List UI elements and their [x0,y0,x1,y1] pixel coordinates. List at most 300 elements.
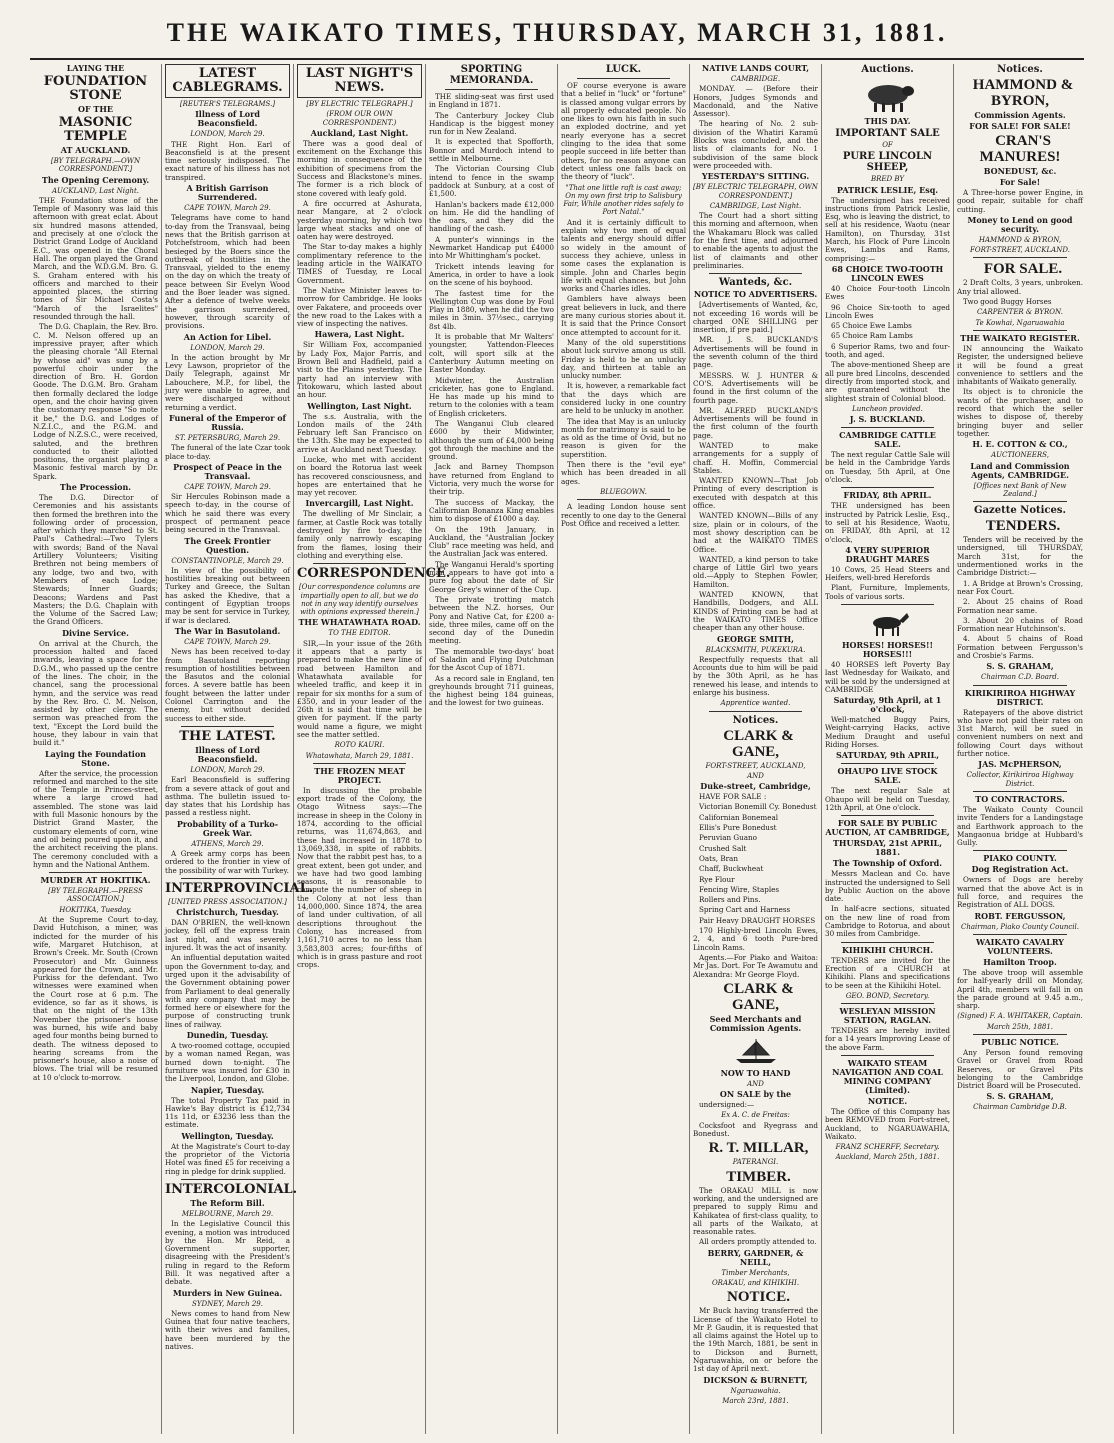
subheading: YESTERDAY'S SITTING. [701,171,810,182]
divider [841,604,934,605]
classified-ad: MESSRS. W. J. HUNTER & CO'S. Advertisements will be found in the first column of the fourth page. [693,370,818,405]
paragraph: News comes to hand from New Guinea that four native teachers, with their wives and families, have been murdered by the natives. [165,1308,290,1352]
paragraph: IN announcing the Waikato Register, the undersigned believe it will be found a great convenience to settlers and the inhabitants of Waikato generally. [957,343,1083,387]
ad-address: PATERANGI. [732,1158,779,1167]
subheading: NOTICE TO ADVERTISERS. [693,289,818,300]
divider [709,711,802,712]
paragraph: THE Foundation stone of the Temple of Masonry was laid this afternoon with great eclat. About six hundred masons attended, and precisely at one o'clock the District Grand Lodge of Auckland E.C., was opened in the Choral Hall. The organ played the Grand March, and the W.D.G.M. Bro. G. S. Graham entered with his officers and marched to their appointed places, the stirring tones of Sir Michael Costa's "March of the Israelites" resounded through the hall. [33,195,158,322]
paragraph: The next regular Sale at Ohaupo will be held on Tuesday, 12th April, at One o'clock. [825,786,950,812]
byline: [BY ELECTRIC TELEGRAPH.] [306,100,413,108]
divider [313,563,406,564]
section-headline: LAST NIGHT'S NEWS. [297,64,422,98]
paragraph: A Three-horse power Engine, in good repair, suitable for chaff cutting. [957,188,1083,214]
paragraph: THE Right Hon. Earl of Beaconsfield is at the present time seriously indisposed. The exact nature of his illness has not transpired. [165,139,290,182]
paragraph: The memorable two-days' boat of Saladin and Flying Dutchman for the Ascot Cup of 1871. [429,646,554,673]
list-item: Victorian Bonemill Cy. Bonedust [699,802,817,812]
list-item: Rollers and Pins. [699,895,761,905]
article-headline: THE FROZEN MEAT PROJECT. [314,765,405,785]
paragraph: The Court had a short sitting this morning and afternoon, when the Whakamaru Block was called for the first time, and adjourned to enable the agents to adjust the list of claimants and other preliminaries. [693,211,818,270]
classified-ad: WANTED KNOWN, that Handbills, Dodgers, and ALL KINDS of Printing can be had at the WAIKATO TIMES Office cheaper than any other house. [693,590,818,633]
ad-date: Auckland, March 25th, 1881. [835,1153,940,1162]
paragraph: News has been received to-day from Basutoland reporting resumption of hostilities between the Basutos and the colonial forces. A severe battle has been fought between the latter under Colonel Carrington and the enemy, but without decided success to either side. [165,647,290,723]
paragraph: The Native Minister leaves to-morrow for Cambridge. He looks over Fakatere, and proceeds over the new road to the Lakes with a view of inspecting the natives. [297,285,422,329]
subheading: Probability of a Turko-Greek War. [176,818,279,838]
ad-headline: R. T. MILLAR, [708,1140,809,1157]
ad-subheadline: BONEDUST, &c. [983,166,1057,176]
byline: [BY TELEGRAPH.—PRESS ASSOCIATION.] [48,887,143,904]
ad-headline: FOR SALE! FOR SALE! [969,121,1071,131]
classified-ad: MR. J. S. BUCKLAND'S Advertisements will be found in the seventh column of the third page. [693,335,818,370]
divider [841,763,934,764]
ad-name: S. S. GRAHAM, [986,661,1054,672]
sailing-ship-icon [731,1037,781,1065]
paragraph: In discussing the probable export trade of the Colony, the Otago Witness says:—The increase in sheep in the Colony in 1874, according to the official returns, was 11,674,863, and these had increased in 1878 to 13,069,338, in spite of rabbits. Now that the rabbit pest has, to a great extent, been got under, and we have had two good lambing seasons, it is reasonable to compute the number of sheep in the Colony at not less than 14,000,000. Since 1874, the area of land under cultivation, of all descriptions throughout the Colony, has increased from 1,161,710 acres to no less than 3,583,803 acres; four-fifths of which is in grass pasture and root crops. [297,785,422,970]
ad-item: 68 CHOICE TWO-TOOTH LINCOLN EWES [831,263,944,283]
masthead-rule [30,58,1084,60]
subheading: A British Garrison Surrendered. [186,183,269,203]
section-headline: Wanteds, &c. [718,277,793,289]
signature: ROTO KAURI. [334,741,385,750]
paragraph: THE sliding-seat was first used in England in 1871. [429,92,554,110]
paragraph: As a record sale in England, ten greyhounds brought 711 guineas, the highest being 184 guineas, and the lowest for two guineas. [429,673,554,708]
subheading: Invercargill, Last Night. [305,498,414,509]
list-item: 2. About 25 chains of Road Formation near same. [957,597,1083,615]
subheading: The Greek Frontier Question. [184,535,271,555]
ad-headline: WESLEYAN MISSION STATION, RAGLAN. [839,1006,936,1026]
ad-subheadline: Money to Lend on good security. [967,214,1073,234]
ad-name: BERRY, GARDNER, & NEILL, [707,1247,804,1267]
ad-trade: BLACKSMITH, PUKEKURA. [705,645,806,654]
paragraph: Messrs Maclean and Co. have instructed the undersigned to Sell by Public Auction on the above date. [825,869,950,904]
divider [577,78,670,79]
ad-note: Luncheon provided. [852,404,923,413]
dateline: CAMBRIDGE, Last Night. [709,201,802,210]
subheading: Divine Service. [62,627,129,638]
paragraph: Midwinter, the Australian cricketer, has gone to England. He has made up his mind to return to the colonies with a team of English cricketers. [429,375,554,418]
dateline: HOKITIKA, Tuesday. [59,905,132,914]
divider [973,330,1067,331]
ad-text: Cocksfoot and Ryegrass and Bonedust. [693,1120,818,1139]
ad-text: Pair Heavy DRAUGHT HORSES [699,915,816,925]
divider [973,1034,1067,1035]
auctioneer-name: J. S. BUCKLAND. [849,414,926,425]
paragraph: TENDERS are hereby invited for a 14 years Improving Lease of the above Farm. [825,1026,950,1052]
salutation: TO THE EDITOR. [328,629,391,638]
editor-note: [Our correspondence columns are impartially open to all, but we do not in any way identify ourselves with opinions expressed therein.] [298,583,421,617]
divider [841,815,934,816]
paragraph: The undersigned has received instructions from Patrick Leslie, Esq, who is leaving the district, to sell at his residence, Waotu (near Hamilton), on Thursday, 31st March, his Flock of Pure Lincoln Ewes, Lambs and Rams, comprising:— [825,195,950,263]
paragraph: The idea that May is an unlucky month for matrimony is said to be as old as the time of Ovid, but no reason is given for the superstition. [561,416,686,459]
ad-text: ON SALE by the [719,1089,792,1100]
divider [973,850,1067,851]
paragraph: The total Property Tax paid in Hawke's Bay district is £12,734 11s 11d, or £3236 less than the estimate. [165,1095,290,1130]
list-item: Rye Flour [699,874,735,884]
dateline: ATHENS, March 29. [191,839,264,848]
ad-headline: IMPORTANT SALE [835,128,940,139]
dateline: CAPE TOWN, March 29. [184,204,271,213]
divider [973,257,1067,258]
paragraph: OF course everyone is aware that a belief in "luck" or "fortune" is classed among vulgar errors by all properly educated people. No one likes to own his faith in such an exploded doctrine, and yet nearly everyone has a secret clinging to the idea that some people succeed in life better than others, for no reason anyone can detect unless one falls back on the theory of "luck". [561,81,686,182]
subheading: Christchurch, Tuesday. [176,907,279,918]
dateline: CAPE TOWN, March 29. [184,637,271,646]
ad-subheadline: Seed Merchants and Commission Agents. [709,1013,802,1033]
ad-headline: FOR SALE BY PUBLIC AUCTION, AT CAMBRIDGE, [825,818,950,838]
paragraph: Hanlan's backers made £12,000 on him. He did the handling of the oars, and they did the handling of the cash. [429,199,554,234]
paragraph: Any Person found removing Gravel or Gravel from Road Reserves, or Gravel Pits belonging to the Cambridge District Board will be Prosecuted. [957,1048,1083,1091]
column-5 [558,64,690,1434]
ad-address: Te Kowhai, Ngaruawahia [975,318,1065,327]
ad-text: OF [882,141,893,149]
paragraph: 2 Draft Colts, 3 years, unbroken. Any trial allowed. [957,278,1083,296]
paragraph: Its object is to chronicle the wants of the purchaser, and to record that which the seller wishes to dispose of, thereby bringing buyer and seller together. [957,387,1083,438]
paragraph: THE undersigned has been instructed by Patrick Leslie, Esq., to sell at his Residence, Waotu, on FRIDAY, 8th April, at 12 o'clock, [825,501,950,544]
signature: BLUEGOWN. [600,487,647,496]
divider [181,878,274,879]
paragraph: The Wanganui Club cleared £600 by their Midwinter, although the sum of £4,000 being got through the machine and the ground. [429,418,554,462]
paragraph: The ORAKAU MILL is now working, and the undersigned are prepared to supply Rimu and Kahikatea of first-class quality, to all parts of the Waikato, at reasonable rates. [693,1185,818,1237]
ad-item: 6 Superior Rams, two and four-tooth, and aged. [825,341,950,360]
paragraph: It is expected that Spofforth, Bonnor and Murdoch intend to settle in Melbourne. [429,137,554,164]
paragraph: An influential deputation waited upon the Government to-day, and urged upon it the advisability of the Government obtaining power from Parliament to deal generally with any company that may be formed here or elsewhere for the purpose of constructing trunk lines of railway. [165,953,290,1029]
article-headline: MURDER AT HOKITIKA. [40,875,151,886]
article-kicker: AT AUCKLAND. [60,145,131,155]
paragraph: In the Legislative Council this evening, a motion was introduced by the Hon. Mr Reid, a Government supporter, disagreeing with the President's ruling in regard to the Reform Bill. It was negatived after a debate. [165,1219,290,1287]
section-subheadline: CAMBRIDGE. [730,75,781,83]
divider [841,942,934,943]
ad-title: Chairman, Piako County Council. [961,922,1079,931]
ad-headline: KIHIKIHI CHURCH. [841,944,934,955]
ad-name: CARPENTER & BYRON. [977,308,1063,317]
paragraph: Respectfully requests that all Accounts due to him will be paid by the 30th April, as he has renewed his lease, and intends to enlarge his business. [693,654,818,697]
masthead-title: THE WAIKATO TIMES, THURSDAY, MARCH 31, 1881. [166,18,948,47]
list-item: 1. A Bridge at Brown's Crossing, near Fox Court. [957,578,1083,596]
ad-name: DICKSON & BURNETT, [703,1374,808,1385]
byline: [REUTER'S TELEGRAMS.] [179,100,276,108]
paragraph: 40 HORSES left Poverty Bay last Wednesday for Waikato, and will be sold by the undersigned at CAMBRIDGE [825,659,950,694]
horse-icon [863,609,913,637]
ad-trade: Timber Merchants, [721,1268,790,1277]
ad-text: Ex A. C. de Freitas: [721,1111,790,1120]
paragraph: Then there is the "evil eye" which has been dreaded in all ages. [561,460,686,486]
paragraph: [Advertisements of Wanted, &c, not exceeding 16 words will be charged ONE SHILLING per insertion, if pre paid.] [693,300,818,335]
subheading: Dunedin, Tuesday. [186,1030,269,1041]
paragraph: A two-roomed cottage, occupied by a woman named Regan, was burned down to-night. The furniture was insured for £30 in the Liverpool, London, and Globe. [165,1041,290,1084]
paragraph: The dwelling of Mr Sinclair, a farmer, at Castle Rock was totally destroyed by fire to-day, the family only narrowly escaping from the flames, losing their clothing and everything else. [297,509,422,560]
ad-title: Collector, Kirikiriroa Highway District. [966,771,1074,788]
paragraph: On the 19th January, in Auckland, the "Australian Jockey Club" race meeting was held, and the Australian Jack was entered. [429,524,554,559]
paragraph: A fire occurred at Ashurata, near Mangare, at 2 o'clock yesterday morning, by which two large wheat stacks and one of oaten hay were destroyed. [297,198,422,242]
ad-date: March 25th, 1881. [986,1022,1054,1031]
paragraph: The hearing of No. 2 sub-division of the Whatiri Karamū Blocks was concluded, and the lists of claimants for No. 1 subdivision of the same block were proceeded with. [693,119,818,170]
ad-address: Ngaruawahia. [730,1386,781,1395]
column-7 [822,64,954,1434]
ad-headline: TIMBER. [726,1168,791,1185]
paragraph: MONDAY. — (Before their Honors, Judges Symonds and Macdonald, and the Native Assessor). [693,84,818,119]
dateline: CAPE TOWN, March 29. [184,482,271,491]
paragraph: A Greek army corps has been ordered to the frontier in view of the possibility of war with Turkey. [165,849,290,875]
ad-headline: KIRIKIRIROA HIGHWAY DISTRICT. [964,687,1076,707]
subheading: THE WHATAWHATA ROAD. [298,617,421,628]
paragraph: In view of the possibility of hostilities breaking out between Turkey and Greece, the Sultan has asked the Khedive, that a contingent of Egyptian troops may be sent for service in Turkey, if war is declared. [165,565,290,625]
ad-name: ROBT. FERGUSSON, [974,910,1066,921]
subheading: Napier, Tuesday. [190,1084,265,1095]
section-headline: Notices. [732,714,779,726]
list-item: Peruvian Guano [699,833,758,843]
paragraph: The Waikato County Council invite Tenders for a Landingstage and Earthwork approach to the Mangaonua bridge at Hubbard's Gully. [957,804,1083,848]
paragraph: The success of Mackay, the Californian Bonanza King enables him to dispose of £1000 a day. [429,497,554,524]
classified-ad: WANTED to make arrangements for a supply of chaff. H. Moffin, Commercial Stables. [693,440,818,475]
ad-headline: CAMBRIDGE CATTLE SALE. [839,430,936,450]
paragraph: TENDERS are invited for the Erection of a CHURCH at Kihikihi. Plans and specifications to be seen at the Kihikihi Hotel. [825,955,950,990]
section-headline: NATIVE LANDS COURT, [701,63,810,73]
subheading: The Reform Bill. [190,1197,265,1208]
paragraph: In the action brought by Mr Levy Lawson, proprietor of the Daily Telegraph, against Mr Labouchere, M.P., for libel, the jury were unable to agree, and were discharged without returning a verdict. [165,352,290,412]
paragraph: On arrival at the Church, the procession halted and faced inwards, leaving a space for the D.G.M., who passed up the centre of the lines. The choir, in the chancel, sang the processional hymn, and the service was read by the Rev. Bro. C. M. Nelson, assisted by other clergy. The sermon was preached from the text, "Except the Lord build the house, they labour in vain that build it." [33,638,158,748]
ad-name: GEORGE SMITH, [717,633,794,644]
ad-headline: TENDERS. [985,518,1061,535]
column-1 [30,64,162,1434]
subheading: Murders in New Guinea. [172,1287,283,1298]
ad-headline: CLARK & GANE, [723,727,794,760]
dateline: MELBOURNE, March 29. [181,1209,274,1218]
paragraph: Mr Buck having transferred the License of the Waikato Hotel to Mr P. Gaudin, it is requested that all claims against the Hotel up to the 19th March, 1881, be sent in to Dickson and Burnett, Ngaruawahia, on or before the 1st day of April next. [693,1306,818,1374]
ad-text: 170 Highly-bred Lincoln Ewes, 2, 4, and 6 tooth Pure-bred Lincoln Rams. [693,926,818,952]
paragraph: In half-acre sections, situated on the new line of road from Cambridge to Rotorua, and about 30 miles from Cambridge. [825,904,950,939]
ad-address: Duke-street, Cambridge, [700,781,811,792]
ad-item: 4 VERY SUPERIOR DRAUGHT MARES [845,544,930,564]
article-headline: MASONIC TEMPLE [58,115,133,144]
subheading: Illness of Lord Beaconsfield. [195,109,260,129]
paragraph: At the Magistrate's Court to-day the proprietor of the Victoria Hotel was fined £5 for receiving a ring in pledge for drink supplied. [165,1141,290,1176]
subheading: Laying the Foundation Stone. [45,748,146,768]
ad-headline: WAIKATO STEAM NAVIGATION AND COAL MINING COMPANY (Limited). [832,1058,943,1095]
paragraph: Ratepayers of the above district who have not paid their rates on 31st March, will be sued in convenient numbers on next and following Court days without further notice. [957,707,1083,759]
divider [841,1003,934,1004]
ad-note: Apprentice wanted. [720,699,791,708]
paragraph: A punter's winnings in the Newmarket Handicap put £4000 into Mr Whittingham's pocket. [429,234,554,261]
paragraph: A leading London house sent recently to one day to the General Post Office and received a letter. [561,502,686,528]
section-headline: INTERPROVINCIAL. [165,880,314,896]
ad-date: Saturday, 9th April, at 1 o'clock, [833,695,942,715]
subheading: An Action for Libel. [183,331,272,342]
ad-text: HAVE FOR SALE : [699,792,767,802]
paragraph: The Star to-day makes a highly complimentary reference to the leading article in the WAIKATO TIMES of Tuesday, re Local Government. [297,242,422,285]
ad-title: Chairman Cambridge D.B. [973,1103,1067,1112]
signature-date: Whatawhata, March 29, 1881. [305,751,414,760]
ad-name: S. S. GRAHAM, [986,1091,1054,1102]
paragraph: All orders promptly attended to. [699,1237,817,1247]
paragraph: Tenders will be received by the undersigned, till THURSDAY, March 31st, for the undermentioned works in the Cambridge District:— [957,535,1083,578]
paragraph: Many of the old superstitions about luck survive among us still. Friday is held to be an unlucky day, and thirteen at table an unlucky number. [561,337,686,381]
ad-signature: FRANZ SCHERFF, Secretary. [835,1143,940,1152]
paragraph: The funeral of the late Czar took place to-day. [165,443,290,461]
divider [973,501,1067,502]
list-item: Chaff, Buckwheat [699,864,764,874]
paragraph: The Canterbury Jockey Club Handicap is the biggest money run for in New Zealand. [429,110,554,137]
ad-address: FORT-STREET, AUCKLAND, [705,761,806,770]
ad-item: 65 Choice Ewe Lambs [831,321,912,331]
ad-headline: NOTICE. [727,1289,790,1306]
subheading: Funeral of the Emperor of Russia. [168,412,286,432]
ad-headline: HAMMOND & BYRON, [972,77,1074,109]
ad-headline: HORSES! HORSES!! HORSES!!! [842,639,933,659]
ad-text: Spring Cart and Harness [699,905,791,915]
ad-headline: TO CONTRACTORS. [975,793,1065,804]
column-4 [426,64,558,1434]
ad-subheadline: Land and Commission Agents, CAMBRIDGE. [970,460,1070,480]
list-item: Oats, Bran [699,853,738,863]
paragraph: The Office of this Company has been REMOVED from Fort-street, Auckland, to NGARUAWAHIA, Waikato. [825,1107,950,1141]
divider [49,872,142,873]
subheading: Auckland, Last Night. [310,127,409,138]
ad-subheadline: Hamilton Troop. [983,956,1057,967]
dateline: LONDON, March 29. [190,343,265,352]
list-item: 4. About 5 chains of Road Formation between Fergusson's and Crosbie's Farms. [957,634,1083,660]
divider [973,934,1067,935]
paragraph: There was a good deal of excitement on the Exchange this morning in consequence of the exhibition of specimens from the Success and Blackstone's mines. The former is a rich block of stone covered with leafy gold. [297,138,422,198]
paragraph: After the service, the procession reformed and marched to the site of the Temple in Princes-street, where a large crowd had assembled. The stone was laid with full Masonic honours by the District Grand Master, the customary elements of corn, wine and oil being poured upon it, and the architect receiving the plans. The ceremony concluded with a hymn and the National Anthem. [33,768,158,869]
byline: [BY ELECTRIC TELEGRAPH, OWN CORRESPONDENT.] [693,183,818,200]
columns [30,64,1090,1434]
sheep-icon [858,79,918,113]
dateline: AUCKLAND, Last Night. [51,186,140,195]
ad-signature: GEO. BOND, Secretary. [845,991,930,1000]
ad-headline: PURE LINCOLN SHEEP, [842,151,933,174]
paragraph: The above troop will assemble for half-yearly drill on Monday, April 4th, members will fall in on the parade ground at 9.45 a.m., sharp. [957,967,1083,1011]
ad-text: AND [747,1079,764,1088]
ad-item: 96 Choice Six-tooth to aged Lincoln Ewes [825,302,950,320]
ad-text: undersigned:— [699,1100,755,1110]
subheading: Illness of Lord Beaconsfield. [195,744,260,764]
list-item: Crushed Salt [699,843,747,853]
quotation: "That one little raft is cast away; On my own first trip to Salisbury Fair, While another rides safely to Port Natal." [563,183,684,217]
paragraph: At the Supreme Court to-day, David Hutchison, a miner, was indicted for the murder of his wife, Margaret Hutchison, at Brown's Creek. Mr. South (Crown Prosecutor) and Mr. Guinness appeared for the Crown, and Mr. Purkiss for the defendant. Two witnesses were examined when the Court rose at 6 p.m. The evidence, so far as it shows, is that on the night of the 13th November the prisoner's house was burned, his wife and baby aged four months being burned to death. The witness deposed to hearing screams from the prisoner's house, also a noise of blows. The trial will be resumed at 10 o'clock to-morrow. [33,915,158,1082]
ad-subheadline: Dog Registration Act. [971,864,1069,875]
column-3 [294,64,451,1434]
classified-ad: MR. ALFRED BUCKLAND'S Advertisements will be found in the first column of the fourth page. [693,405,818,440]
paragraph: Gamblers have always been great believers in luck, and there are many curious stories about it. It is said that the Prince Consort once attempted to account for it. [561,294,686,337]
ad-subheadline: Commission Agents. [974,110,1066,120]
section-headline: LUCK. [605,64,642,75]
ad-headline: CLARK & GANE, [723,980,794,1013]
subheading: Prospect of Peace in the Transvaal. [173,461,282,481]
subheading: Hawera, Last Night. [314,329,405,340]
paragraph: The above-mentioned Sheep are all pure bred Lincolns, descended directly from imported stock, and are guaranteed without the slightest strain of Colonial blood. [825,360,950,403]
divider [181,1179,274,1180]
paragraph: Owners of Dogs are hereby warned that the above Act is in full force, and requires the Registration of ALL DOGS. [957,875,1083,910]
ad-item: Plant, Furniture, Implements, Tools of various sorts. [825,583,950,601]
paragraph: The Wanganui Herald's sporting man appears to have got into a pure fog about the date of Sir George Grey's winner of the Cup. [429,559,554,594]
dateline: SYDNEY, March 29. [192,1299,263,1308]
ad-subheadline: The Township of Oxford. [832,858,943,869]
ad-date: March 23rd, 1881. [722,1396,789,1405]
paragraph: It is, however, a remarkable fact that the days which are considered lucky in one country are held to be unlucky in another. [561,381,686,416]
ad-headline: PIAKO COUNTY. [983,853,1057,864]
ad-address: ORAKAU, and KIHIKIHI. [711,1278,800,1287]
divider [841,427,934,428]
classified-ad: WANTED KNOWN—Bills of any size, plain or in colours, of the most showy description can be had at the WAIKATO TIMES Office. [693,511,818,554]
ad-headline: FOR SALE. [983,261,1063,278]
paragraph: SIR,—In your issue of the 26th it appears that a party is prepared to make the new line of road between Hamilton and Whatawhata available for wheeled traffic, and keep it in repair for six months for a sum of £350, and in your leader of the 26th it is said that time will be given for payment. If the party would name a figure, we might see the matter settled. [297,638,422,739]
paragraph: Two good Buggy Horses [963,297,1052,307]
section-headline: Auctions. [861,64,914,75]
section-headline: INTERCOLONIAL. [165,1181,298,1197]
dateline: LONDON, March 29. [190,130,265,139]
column-6 [690,64,822,1434]
ad-headline: CRAN'S MANURES! [979,133,1061,165]
ad-headline: WAIKATO CAVALRY VOLUNTEERS. [975,936,1065,956]
ad-address: FORT-STREET, AUCKLAND. [970,246,1070,255]
byline: (FROM OUR OWN CORRESPONDENT.) [322,110,397,127]
ad-item: 10 Cows, 25 Head Steers and Heifers, well-bred Herefords [825,564,950,583]
classified-ad: WANTED, a kind person to take charge of Little Girl two years old.—Apply to Stephen Fowler, Hamilton. [693,554,818,589]
section-headline: SPORTING MEMORANDA. [449,64,534,86]
masthead [0,0,1114,60]
list-item: Californian Bonemeal [699,812,779,822]
ad-headline: PUBLIC NOTICE. [981,1037,1059,1047]
article-kicker: LAYING THE [66,63,125,73]
ad-date: SATURDAY, 9th APRIL, [835,750,939,761]
ad-subheadline: NOTICE. [867,1096,908,1106]
divider [841,487,934,488]
ad-date: THURSDAY, 21st APRIL, 1881. [832,838,943,858]
subheading: The Procession. [59,481,132,492]
column-2 [162,64,314,1434]
subheading: The Opening Ceremony. [41,174,150,185]
ad-headline: NOW TO HAND [720,1067,791,1078]
ad-address: [Offices next Bank of New Zealand.] [973,481,1067,498]
divider [577,499,670,500]
ad-item: 65 Choice Ram Lambs [831,331,913,341]
ad-name: PATRICK LESLIE, Esq. [836,184,939,195]
subheading: Wellington, Last Night. [307,400,412,411]
paragraph: The next regular Cattle Sale will be held in the Cambridge Yards on Tuesday, 5th April, at One o'clock. [825,450,950,485]
ad-trade: AUCTIONEERS, [991,451,1049,460]
paragraph: The fastest time for the Wellington Cup was done by Foul Play in 1880, when he did the two miles in 3min. 37½sec., carrying 8st 4lb. [429,288,554,331]
article-headline: FOUNDATION STONE [43,74,148,103]
ad-title: Chairman C.D. Board. [981,673,1059,682]
subheading: Wellington, Tuesday. [181,1130,274,1141]
dateline: ST. PETERSBURG, March 29. [174,433,281,442]
section-headline: Notices. [997,64,1043,75]
paragraph: Sir Hercules Robinson made a speech to-day, in the course of which he said there was every prospect of permanent peace being secured in the Transvaal. [165,492,290,535]
ad-text: Agents.—For Piako and Waitoa: Mr Jas. Dort. For Te Awamutu and Alexandra: Mr George Floyd. [693,952,818,979]
paragraph: Lucke, who met with accident on board the Rotorua last week has recovered consciousness, and hopes are entertained that he may yet recover. [297,454,422,498]
list-item: 3. About 20 chains of Road Formation near Hutchinson's. [957,615,1083,634]
ad-name: H. E. COTTON & CO., [972,439,1068,450]
divider [973,685,1067,686]
divider [841,1055,934,1056]
list-item: Ellis's Pure Bonedust [699,823,777,833]
paragraph: The s.s. Australia, with the London mails of the 24th February left San Francisco on the 13th. She may be expected to arrive at Auckland next Tuesday. [297,411,422,454]
paragraph: The Victorian Coursing Club intend to fence in the swamp paddock at Sunbury, at a cost of £1,500. [429,164,554,199]
divider [973,791,1067,792]
divider [445,89,538,90]
ad-subheadline: For Sale! [999,177,1041,187]
paragraph: Telegrams have come to hand to-day from the Transvaal, being news that the British garrison at Potchefstroom, which had been besieged by the Boers since the outbreak of hostilities in the Transvaal, yielded to the enemy on the day on which the treaty of peace between Sir Evelyn Wood and the Boer leader was signed. After a defence of twelve weeks the garrison surrendered, however, through scarcity of provisions. [165,213,290,331]
ad-text: AND [747,771,764,780]
classified-ad: WANTED KNOWN—That Job Printing of every description is executed with despatch at this office. [693,476,818,511]
paragraph: Jack and Barney Thompson have returned from England to Victoria, very much the worse for their trip. [429,462,554,497]
divider [709,273,802,274]
section-headline: LATEST CABLEGRAMS. [165,64,290,98]
ad-name: JAS. McPHERSON, [978,759,1062,770]
ad-headline: FRIDAY, 8th APRIL. [843,490,932,501]
byline: [BY TELEGRAPH.—OWN CORRESPONDENT.] [50,157,141,174]
article-kicker: OF THE [77,104,114,114]
dateline: CONSTANTINOPLE, March 29. [171,556,284,565]
ad-signature: (Signed) F. A. WHITAKER, Captain. [957,1012,1083,1021]
